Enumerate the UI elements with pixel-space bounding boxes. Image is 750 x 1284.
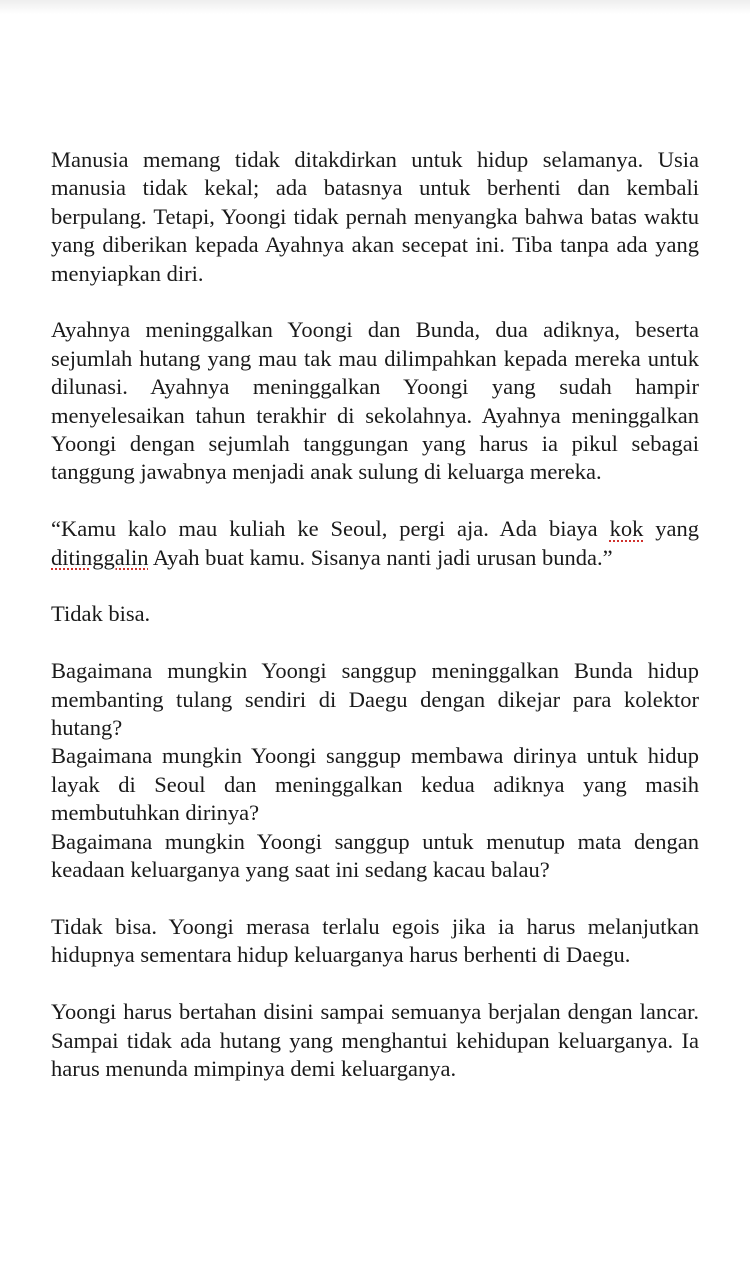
paragraph-6: Bagaimana mungkin Yoongi sanggup membawa dirinya untuk hidup layak di Seoul dan meninggalkan kedua adiknya yang masih membutuhkan dirinya? [51,743,699,826]
paragraph-7: Bagaimana mungkin Yoongi sanggup untuk menutup mata dengan keadaan keluarganya yang saat ini sedang kacau balau? [51,828,699,883]
paragraph-8: Tidak bisa. Yoongi merasa terlalu egois jika ia harus melanjutkan hidupnya sementara hidup keluarganya harus berhenti di Daegu. [51,913,699,968]
dialogue-part-3: Ayah buat kamu. Sisanya nanti jadi urusan bunda.” [148,544,613,570]
top-shadow [0,0,750,14]
paragraph-1: Manusia memang tidak ditakdirkan untuk hidup selamanya. Usia manusia tidak kekal; ada batasnya untuk berhenti dan kembali berpulang. Tetapi, Yoongi tidak pernah menyangka bahwa batas waktu yang diberikan kepada Ayahnya akan secepat ini. Tiba tanpa ada yang menyiapkan diri. [51,147,699,286]
paragraph-4: Tidak bisa. [51,601,151,627]
paragraph-5: Bagaimana mungkin Yoongi sanggup meninggalkan Bunda hidup membanting tulang sendiri di Daegu dengan dikejar para kolektor hutang? [51,658,699,741]
dialogue-part-2: yang [643,516,699,542]
paragraph-9: Yoongi harus bertahan disini sampai semuanya berjalan dengan lancar. Sampai tidak ada hutang yang menghantui kehidupan keluarganya. Ia harus menunda mimpinya demi keluarganya. [51,999,699,1081]
document-page [51,146,699,1112]
paragraph-3-dialogue [51,515,699,572]
paragraph-2: Ayahnya meninggalkan Yoongi dan Bunda, dua adiknya, beserta sejumlah hutang yang mau tak mau dilimpahkan kepada mereka untuk dilunasi. Ayahnya meninggalkan Yoongi yang sudah hampir menyelesaikan tahun terakhir di sekolahnya. Ayahnya meninggalkan Yoongi dengan sejumlah tanggungan yang harus ia pikul sebagai tanggung jawabnya menjadi anak sulung di keluarga mereka. [51,317,699,485]
dialogue-part-1: “Kamu kalo mau kuliah ke Seoul, pergi aja. Ada biaya [51,516,610,542]
spellcheck-word-kok[interactable]: kok [609,516,644,542]
spellcheck-word-ditinggalin[interactable]: ditinggalin [51,544,149,570]
